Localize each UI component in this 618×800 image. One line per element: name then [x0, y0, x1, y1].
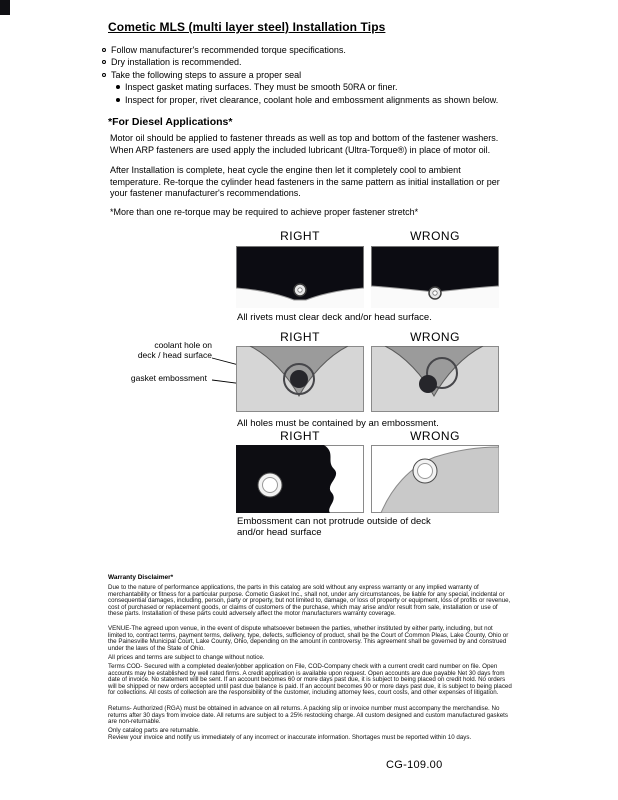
warranty-paragraph: Due to the nature of performance applications, the parts in this catalog are sold without any express warranty or any implied warranty of merchantability or fitness for a particular purpose. Cometic Gasket Inc., shall not, under any circumstances, be liable for any special, incidental or consequential damages, including, person, party or property, but not limited to, damage, or loss of property or equipment, loss of profits or revenue, cost of purchased or replacement goods, or claims of customers of the purchase, which may arise and/or result from sale, installation or use of these parts. Installation of these parts could adversely affect the motor manufacturers warranty coverage. — [108, 584, 511, 618]
open-bullet-icon — [102, 60, 106, 64]
terms-cod-paragraph: Terms COD- Secured with a completed dealer/jobber application on File, COD-Company check with a current credit card number on file. Open accounts may be established by well rated firms. A credit application is available upon request. Open accounts are due payable Net 30 days from date of invoice. No statement will be sent. If an account becomes 60 or more days past due, it is subject to being placed on credit hold. No orders will be shipped or new orders accepted until past due balance is paid. If an account becomes 90 or more days past due, it is subject to being placed for collections. All costs of collection are the responsibility of the customer, including attorney fees, court costs, and other expenses of litigation. — [108, 663, 512, 697]
list-item — [102, 56, 582, 68]
filled-bullet-icon — [116, 98, 120, 102]
gasket-embossment-label: gasket embossment — [130, 373, 207, 383]
list-sub-item — [116, 94, 582, 106]
page-title: Cometic MLS (multi layer steel) Installation Tips — [108, 20, 386, 34]
list-sub-item — [116, 81, 582, 93]
wrong-column-header: WRONG — [410, 229, 460, 243]
right-column-header: RIGHT — [280, 330, 320, 344]
right-column-header: RIGHT — [280, 429, 320, 443]
open-bullet-icon — [102, 48, 106, 52]
returns-paragraph: Returns- Authorized (RGA) must be obtained in advance on all returns. A packing slip or invoice number must accompany the merchandise. No returns after 30 days from invoice date. All returns are subject to a 25% restocking charge. All custom designed and custom manufactured gaskets are non-returnable. — [108, 705, 508, 726]
prices-paragraph: All prices and terms are subject to change without notice. — [108, 654, 265, 661]
right-column-header: RIGHT — [280, 229, 320, 243]
retorque-note: *More than one re-torque may be required to achieve proper fastener stretch* — [110, 207, 419, 217]
document-code: CG-109.00 — [386, 759, 443, 771]
list-item — [102, 44, 582, 56]
embossment-containment-right-diagram — [236, 346, 364, 412]
diesel-applications-heading: *For Diesel Applications* — [108, 116, 233, 128]
tip-text: Follow manufacturer's recommended torque specifications. — [111, 45, 346, 55]
tip-text: Inspect for proper, rivet clearance, coolant hole and embossment alignments as shown below. — [125, 94, 499, 105]
label-line: coolant hole on — [154, 340, 212, 350]
venue-paragraph: VENUE-The agreed upon venue, in the event of dispute whatsoever between the parties, whether instituted by either party, including, but not limited to, contract terms, payment terms, delivery, type, defects, sufficiency of product, shall be the Court of Common Pleas, Lake County, Ohio or the Painesville Municipal Court, Lake County, Ohio, depending on the amount in controversy. This agreement shall be governed by and construed under the laws of the State of Ohio. — [108, 625, 509, 652]
installation-tips-list — [102, 44, 582, 106]
protrusion-caption: Embossment can not protrude outside of deck and/or head surface — [237, 516, 431, 538]
wrong-column-header: WRONG — [410, 429, 460, 443]
coolant-hole-label — [112, 340, 212, 360]
diesel-paragraph: After Installation is complete, heat cycle the engine then let it completely cool to ambient temperature. Re-torque the cylinder head fasteners in the same pattern as initial installation or per your fastener manufacturer's recommendations. — [110, 165, 500, 198]
diesel-paragraph: Motor oil should be applied to fastener threads as well as top and bottom of the fastener washers. When ARP fasteners are used apply the included lubricant (Ultra-Torque®) in place of motor oil. — [110, 133, 499, 155]
list-item — [102, 69, 582, 81]
returnable-note: Only catalog parts are returnable. — [108, 727, 200, 734]
open-bullet-icon — [102, 73, 106, 77]
embossment-protrusion-right-diagram — [236, 445, 364, 513]
embossment-containment-wrong-diagram — [371, 346, 499, 412]
tip-text: Dry installation is recommended. — [111, 57, 242, 68]
rivet-clearance-right-diagram — [236, 246, 364, 308]
rivet-caption: All rivets must clear deck and/or head surface. — [237, 312, 432, 323]
rivet-clearance-wrong-diagram — [371, 246, 499, 308]
page-corner-mark — [0, 0, 10, 15]
invoice-note: Review your invoice and notify us immediately of any incorrect or inaccurate information. Shortages must be reported within 10 days. — [108, 734, 472, 741]
embossment-protrusion-wrong-diagram — [371, 445, 499, 513]
label-line: deck / head surface — [137, 350, 212, 360]
wrong-column-header: WRONG — [410, 330, 460, 344]
tip-text: Take the following steps to assure a proper seal — [111, 69, 302, 80]
containment-caption: All holes must be contained by an embossment. — [237, 418, 439, 429]
warranty-disclaimer-heading: Warranty Disclaimer* — [108, 574, 174, 581]
tip-text: Inspect gasket mating surfaces. They must be smooth 50RA or finer. — [125, 82, 398, 93]
filled-bullet-icon — [116, 85, 120, 89]
